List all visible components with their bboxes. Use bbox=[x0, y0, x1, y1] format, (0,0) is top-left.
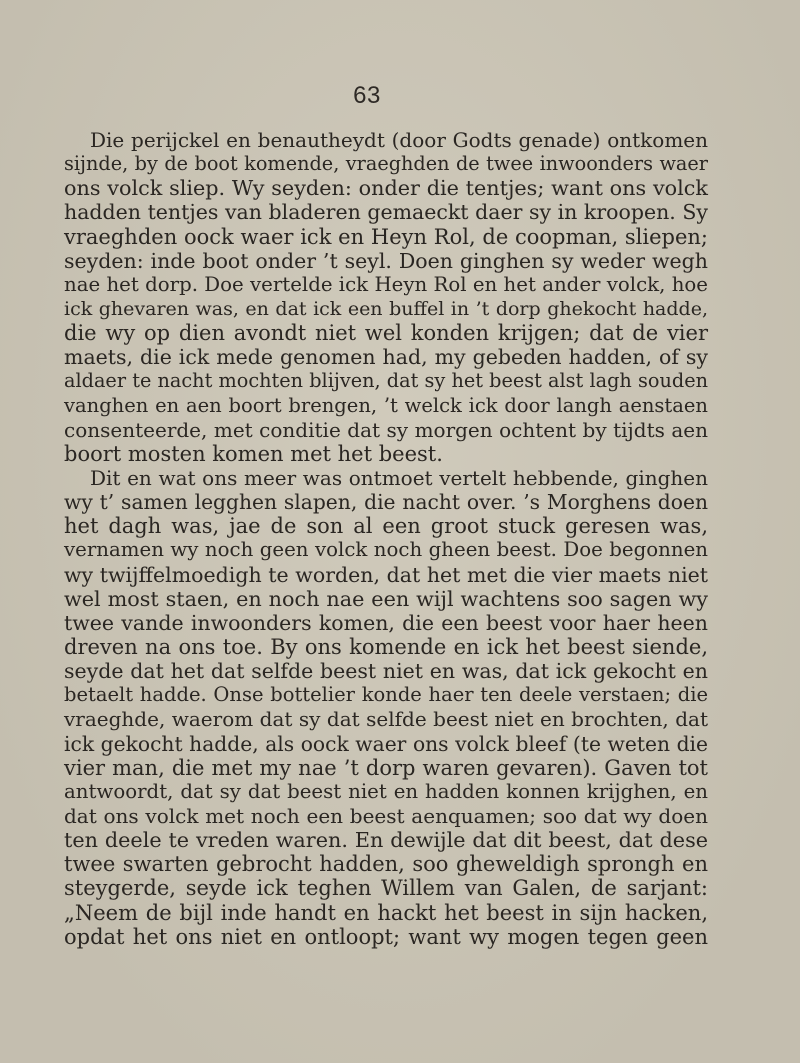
text-line: sijnde, by de boot komende, vraeghden de twee inwoonders waer bbox=[64, 152, 708, 176]
text-line: hadden tentjes van bladeren gemaeckt daer sy in kroopen. Sy bbox=[64, 200, 708, 225]
text-line: vraeghden oock waer ick en Heyn Rol, de coopman, sliepen; bbox=[64, 224, 708, 249]
text-line: consenteerde, met conditie dat sy morgen ochtent by tijdts aen bbox=[64, 417, 708, 442]
text-line: vernamen wy noch geen volck noch gheen beest. Doe begonnen bbox=[64, 538, 708, 562]
text-line: wy t’ samen legghen slapen, die nacht over. ’s Morghens doen bbox=[64, 490, 708, 515]
text-line: vier man, die met my nae ’t dorp waren gevaren). Gaven tot bbox=[64, 755, 708, 780]
text-line: ick gekocht hadde, als oock waer ons volck bleef (te weten die bbox=[64, 731, 708, 756]
text-line: opdat het ons niet en ontloopt; want wy mogen tegen geen bbox=[64, 924, 708, 949]
text-line: antwoordt, dat sy dat beest niet en hadden konnen krijghen, en bbox=[64, 779, 708, 803]
text-line: boort mosten komen met het beest. bbox=[64, 441, 443, 466]
text-line: maets, die ick mede genomen had, my gebeden hadden, of sy bbox=[64, 345, 708, 370]
body-text bbox=[64, 128, 708, 949]
page-number: 63 bbox=[353, 82, 381, 109]
text-line: steygerde, seyde ick teghen Willem van Galen, de sarjant: bbox=[64, 876, 708, 901]
text-line: seyde dat het dat selfde beest niet en was, dat ick gekocht en bbox=[64, 659, 708, 684]
text-line: Die perijckel en benautheydt (door Godts genade) ontkomen bbox=[90, 128, 708, 152]
text-line: wel most staen, en noch nae een wijl wachtens soo sagen wy bbox=[64, 586, 708, 611]
text-line: twee swarten gebrocht hadden, soo gheweldigh sprongh en bbox=[64, 852, 708, 877]
text-line: ons volck sliep. Wy seyden: onder die tentjes; want ons volck bbox=[64, 176, 708, 201]
text-line: aldaer te nacht mochten blijven, dat sy het beest alst lagh souden bbox=[64, 369, 708, 393]
text-line: seyden: inde boot onder ’t seyl. Doen ginghen sy weder wegh bbox=[64, 248, 708, 273]
text-line: die wy op dien avondt niet wel konden krijgen; dat de vier bbox=[64, 321, 708, 346]
text-line: „Neem de bijl inde handt en hackt het beest in sijn hacken, bbox=[64, 900, 708, 925]
text-line: dat ons volck met noch een beest aenquamen; soo dat wy doen bbox=[64, 803, 708, 828]
text-line: Dit en wat ons meer was ontmoet vertelt hebbende, ginghen bbox=[90, 465, 708, 490]
text-line: nae het dorp. Doe vertelde ick Heyn Rol en het ander volck, hoe bbox=[64, 272, 708, 296]
text-line: vraeghde, waerom dat sy dat selfde beest niet en brochten, dat bbox=[64, 707, 708, 732]
text-line: dreven na ons toe. By ons komende en ick het beest siende, bbox=[64, 634, 708, 659]
text-line: het dagh was, jae de son al een groot stuck geresen was, bbox=[64, 514, 708, 539]
text-line: twee vande inwoonders komen, die een beest voor haer heen bbox=[64, 610, 708, 635]
text-line: wy twijffelmoedigh te worden, dat het met die vier maets niet bbox=[64, 562, 708, 587]
text-line: ick ghevaren was, en dat ick een buffel in ’t dorp ghekocht hadde, bbox=[64, 297, 708, 320]
text-line: vanghen en aen boort brengen, ’t welck ick door langh aenstaen bbox=[64, 393, 708, 417]
text-line: betaelt hadde. Onse bottelier konde haer ten deele verstaen; die bbox=[64, 683, 708, 707]
text-line: ten deele te vreden waren. En dewijle dat dit beest, dat dese bbox=[64, 828, 708, 853]
